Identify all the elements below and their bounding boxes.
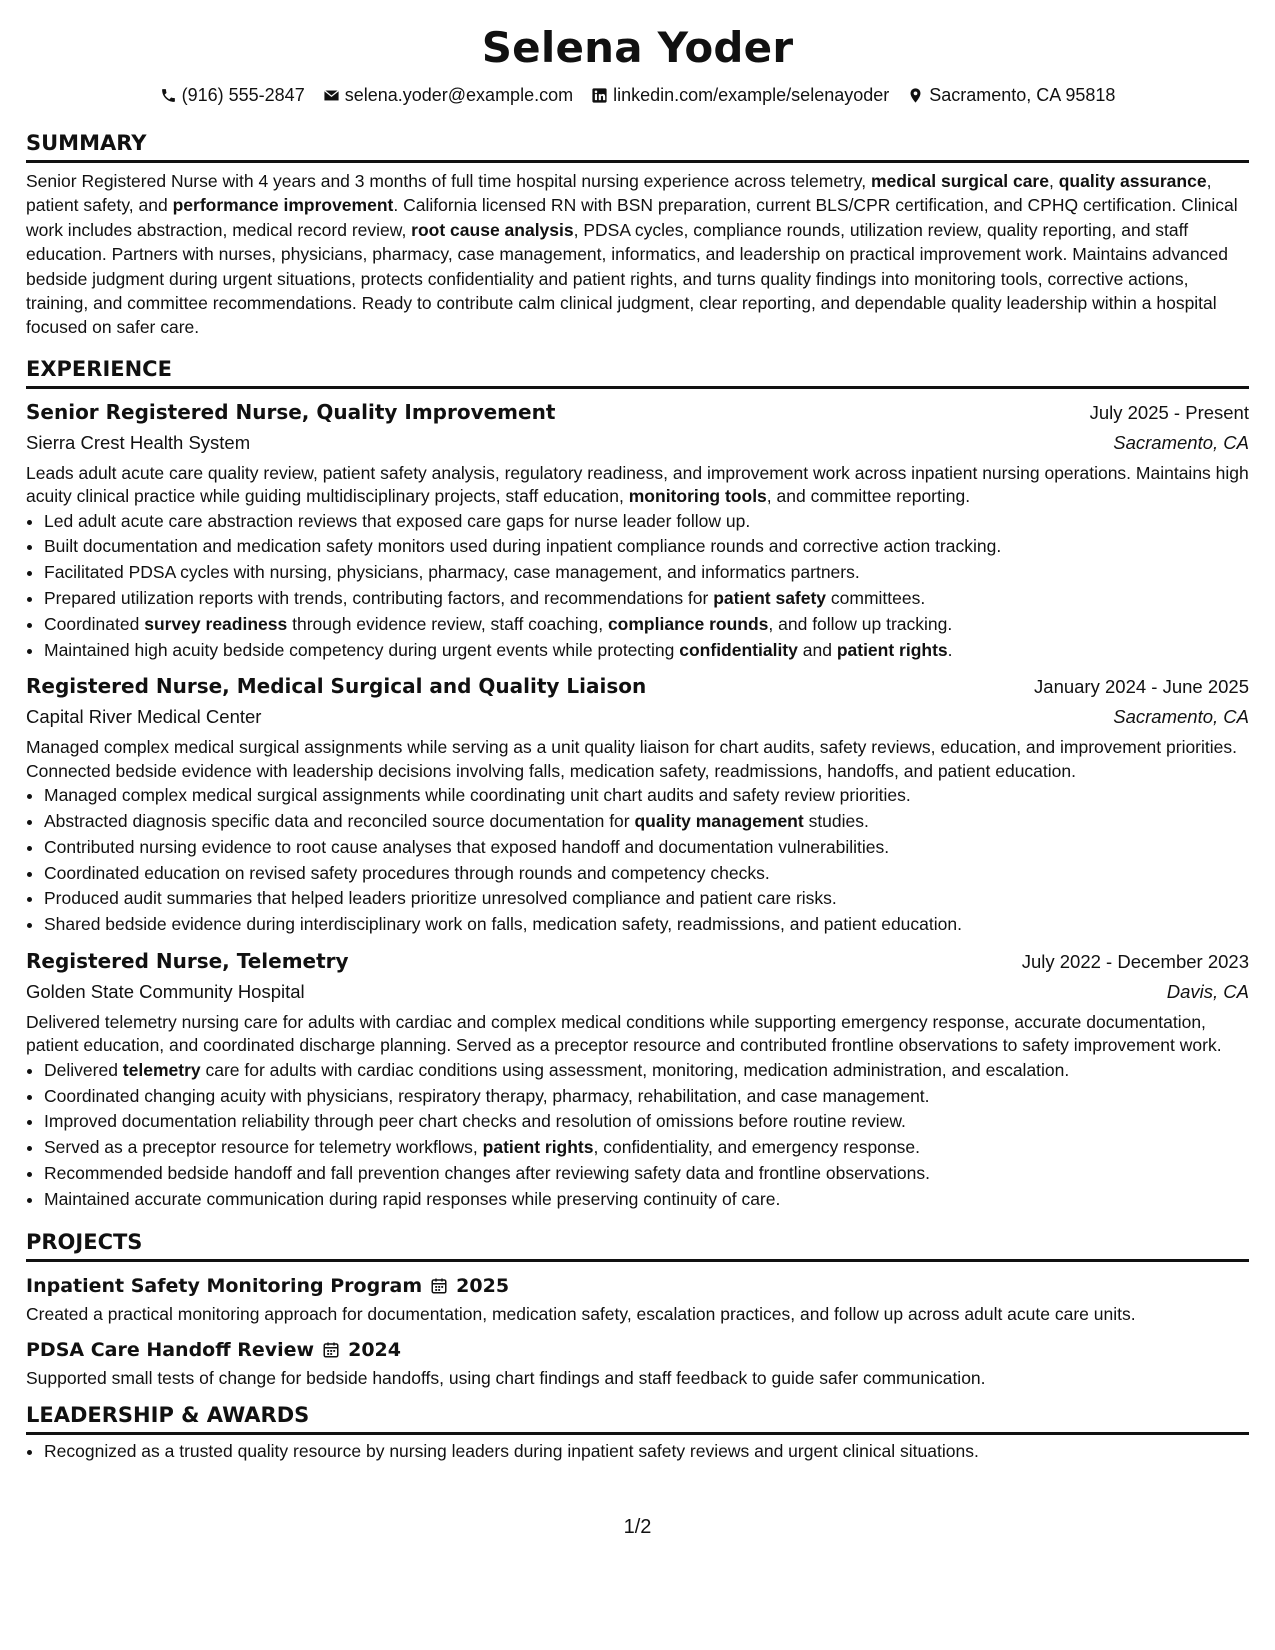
text-run: , PDSA cycles, compliance rounds, utilization review, quality reporting, and staff education. Partners with nurses, physicians, pharmacy, case management, informatics, and leadership on practical improvement work. Maintains advanced bedside judgment during urgent situations, protects confidentiality and patient rights, and turns quality findings into monitoring tools, corrective actions, training, and committee recommendations. Ready to contribute calm clinical judgment, clear reporting, and dependable quality leadership within a hospital focused on safer care. (26, 219, 1228, 338)
phone-text[interactable]: (916) 555-2847 (181, 85, 305, 105)
contact-linkedin (591, 84, 889, 106)
bold-keyword: patient safety (713, 588, 827, 609)
text-run: , confidentiality, and emergency response. (593, 1137, 921, 1158)
job-entry (26, 671, 1249, 938)
bold-keyword: root cause analysis (411, 219, 574, 240)
job-header (26, 397, 1249, 428)
text-run: Coordinated education on revised safety procedures through rounds and competency checks. (44, 862, 770, 883)
bold-keyword: monitoring tools (628, 486, 767, 507)
job-bullet (44, 783, 1249, 809)
job-bullet (44, 835, 1249, 861)
text-run: , patient safety, and (26, 171, 1212, 216)
project-year: 2025 (456, 1274, 510, 1297)
text-run: Leads adult acute care quality review, patient safety analysis, regulatory readiness, and improvement work across inpatient nursing operations. Maintains high acuity clinical practice while guiding multidisciplinary projects, staff education, (26, 462, 1249, 507)
text-run: and (797, 639, 837, 660)
resume-page (26, 22, 1249, 1464)
job-title: Senior Registered Nurse, Quality Improvement (26, 399, 556, 424)
text-run: Contributed nursing evidence to root cause analyses that exposed handoff and documentation vulnerabilities. (44, 836, 890, 857)
text-run: Led adult acute care abstraction reviews that exposed care gaps for nurse leader follow up. (44, 510, 751, 531)
job-dates: July 2022 - December 2023 (1021, 951, 1249, 973)
job-organization: Golden State Community Hospital (26, 981, 305, 1003)
text-run: Served as a preceptor resource for telemetry workflows, (44, 1137, 483, 1158)
text-run: Coordinated (44, 613, 145, 634)
calendar-icon (430, 1277, 448, 1295)
job-bullet (44, 509, 1249, 535)
email-icon (323, 87, 340, 104)
job-location: Sacramento, CA (1113, 431, 1249, 453)
job-bullet (44, 1135, 1249, 1161)
job-bullet (44, 638, 1249, 664)
text-run: Produced audit summaries that helped leaders prioritize unresolved compliance and patient care risks. (44, 888, 837, 909)
job-subheader (26, 702, 1249, 732)
project-description: Supported small tests of change for bedside handoffs, using chart findings and staff feedback to guide safer communication. (26, 1367, 986, 1388)
bold-keyword: telemetry (122, 1059, 201, 1080)
contact-phone (160, 84, 305, 106)
text-run: Abstracted diagnosis specific data and reconciled source documentation for (44, 811, 635, 832)
job-subheader (26, 977, 1249, 1007)
projects-section (26, 1229, 1249, 1390)
text-run: Delivered telemetry nursing care for adults with cardiac and complex medical conditions while supporting emergency response, accurate documentation, patient education, and coordinated discharge planning. Served as a preceptor resource and contributed frontline observations to safety improvement work. (26, 1012, 1222, 1056)
job-description (26, 1011, 1249, 1058)
job-description (26, 462, 1249, 509)
job-dates: January 2024 - June 2025 (1034, 676, 1249, 698)
section-title-projects: PROJECTS (26, 1229, 1249, 1262)
page-number: 1/2 (623, 1516, 652, 1538)
text-run: Maintained high acuity bedside competency during urgent events while protecting (44, 639, 680, 660)
text-run: Maintained accurate communication during rapid responses while preserving continuity of care. (44, 1188, 781, 1209)
job-header (26, 671, 1249, 702)
job-bullet (44, 861, 1249, 887)
project-header (26, 1270, 1249, 1302)
job-bullet (44, 1187, 1249, 1213)
text-run: committees. (826, 588, 926, 609)
contact-bar (26, 84, 1249, 106)
email-text[interactable]: selena.yoder@example.com (344, 85, 574, 105)
project-description: Created a practical monitoring approach for documentation, medication safety, escalation practices, and follow up across adult acute care units. (26, 1303, 1136, 1324)
text-run: Built documentation and medication safety monitors used during inpatient compliance rounds and corrective action tracking. (44, 536, 1002, 557)
phone-icon (160, 87, 177, 104)
bold-keyword: quality assurance (1058, 171, 1207, 191)
candidate-name: Selena Yoder (481, 23, 794, 72)
summary-section (26, 130, 1249, 340)
job-organization: Capital River Medical Center (26, 706, 262, 728)
job-subheader (26, 428, 1249, 458)
job-title: Registered Nurse, Telemetry (26, 949, 349, 974)
section-title-experience: EXPERIENCE (26, 356, 1249, 389)
job-bullets (26, 509, 1249, 664)
text-run: . California licensed RN with BSN preparation, current BLS/CPR certification, and CPHQ certification. Clinical work includes abstraction, medical record review, (26, 195, 1238, 240)
job-bullet (44, 534, 1249, 560)
bold-keyword: confidentiality (679, 639, 798, 660)
job-bullet (44, 886, 1249, 912)
bold-keyword: patient rights (482, 1137, 594, 1158)
summary-text (26, 169, 1249, 340)
text-run: Managed complex medical surgical assignments while coordinating unit chart audits and safety review priorities. (44, 785, 911, 806)
project-name: Inpatient Safety Monitoring Program (26, 1274, 423, 1297)
text-run: studies. (803, 811, 869, 832)
text-run: , and follow up tracking. (768, 613, 953, 634)
job-description (26, 736, 1249, 783)
job-header (26, 946, 1249, 977)
bold-keyword: quality management (634, 811, 804, 832)
job-entry (26, 946, 1249, 1213)
contact-location (907, 84, 1115, 106)
text-run: Facilitated PDSA cycles with nursing, physicians, pharmacy, case management, and informatics partners. (44, 562, 860, 583)
job-location: Sacramento, CA (1113, 706, 1249, 728)
project-entry (26, 1270, 1249, 1326)
job-bullet (44, 1109, 1249, 1135)
bold-keyword: patient rights (836, 639, 948, 660)
leadership-list (26, 1439, 1249, 1465)
job-bullets (26, 1058, 1249, 1213)
experience-section (26, 356, 1249, 1213)
leadership-bullet: • Recognized as a trusted quality resource by nursing leaders during inpatient safety reviews and urgent clinical situations. (44, 1439, 1249, 1465)
text-run: Managed complex medical surgical assignments while serving as a unit quality liaison for chart audits, safety reviews, education, and improvement priorities. Connected bedside evidence with leadership decisions involving falls, medication safety, readmissions, handoffs, and patient education. (26, 737, 1237, 781)
text-run: , and committee reporting. (766, 486, 971, 507)
bold-keyword: compliance rounds (607, 613, 769, 634)
text-run: Coordinated changing acuity with physicians, respiratory therapy, pharmacy, rehabilitation, and case management. (44, 1085, 930, 1106)
location-text: Sacramento, CA 95818 (929, 85, 1116, 105)
job-location: Davis, CA (1166, 981, 1249, 1003)
job-bullet (44, 1161, 1249, 1187)
text-run: Improved documentation reliability through peer chart checks and resolution of omissions before routine review. (44, 1111, 906, 1132)
bold-keyword: survey readiness (144, 613, 288, 634)
contact-email (323, 84, 573, 106)
job-organization: Sierra Crest Health System (26, 431, 251, 453)
job-bullet (44, 1084, 1249, 1110)
job-bullet (44, 1058, 1249, 1084)
bold-keyword: performance improvement (172, 195, 394, 216)
text-run: Senior Registered Nurse with 4 years and 3 months of full time hospital nursing experience across telemetry, (26, 171, 871, 191)
location-pin-icon (907, 87, 924, 104)
calendar-icon (322, 1341, 340, 1359)
text-run: Delivered (44, 1059, 123, 1080)
text-run: . (947, 639, 953, 660)
job-entry (26, 397, 1249, 664)
job-bullet (44, 912, 1249, 938)
project-name: PDSA Care Handoff Review (26, 1338, 315, 1361)
job-title: Registered Nurse, Medical Surgical and Quality Liaison (26, 674, 647, 699)
text-run: through evidence review, staff coaching, (287, 613, 608, 634)
job-bullet (44, 560, 1249, 586)
text-run: Recommended bedside handoff and fall prevention changes after reviewing safety data and frontline observations. (44, 1163, 930, 1184)
section-title-summary: SUMMARY (26, 130, 1249, 163)
experience-list (26, 397, 1249, 1213)
project-header (26, 1334, 1249, 1366)
projects-list (26, 1270, 1249, 1390)
project-entry (26, 1334, 1249, 1390)
job-bullet (44, 809, 1249, 835)
leadership-section (26, 1402, 1249, 1465)
text-run: Prepared utilization reports with trends, contributing factors, and recommendations for (44, 588, 714, 609)
text-run: care for adults with cardiac conditions using assessment, monitoring, medication administration, and escalation. (200, 1059, 1070, 1080)
bold-keyword: medical surgical care (870, 171, 1049, 191)
linkedin-text[interactable]: linkedin.com/example/selenayoder (613, 85, 890, 105)
job-dates: July 2025 - Present (1089, 401, 1249, 423)
linkedin-icon (591, 87, 608, 104)
job-bullet (44, 586, 1249, 612)
section-title-leadership: LEADERSHIP & AWARDS (26, 1402, 1249, 1435)
project-year: 2024 (348, 1338, 401, 1361)
text-run: , (1048, 171, 1059, 191)
text-run: Shared bedside evidence during interdisciplinary work on falls, medication safety, readmissions, and patient education. (44, 914, 962, 935)
job-bullet (44, 612, 1249, 638)
job-bullets (26, 783, 1249, 938)
